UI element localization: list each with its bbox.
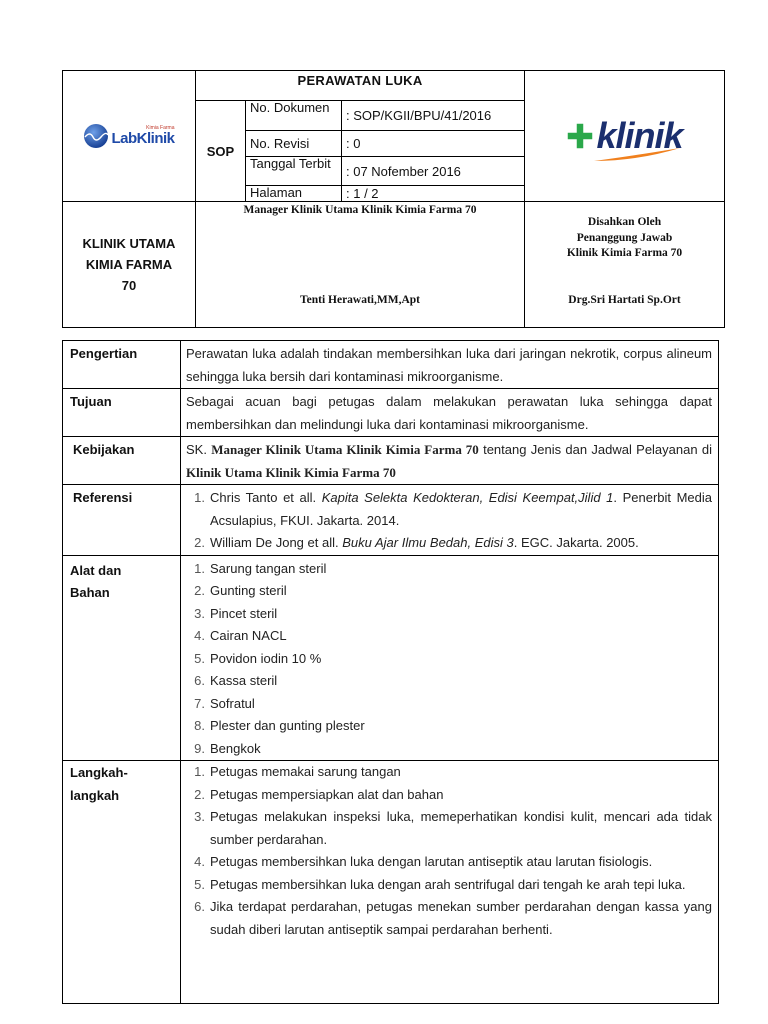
item-number: 2.	[194, 583, 205, 598]
langkah-label-line-2: langkah	[70, 787, 120, 803]
sop-label: SOP	[196, 101, 246, 202]
row-content-tujuan: Sebagai acuan bagi petugas dalam melakukan perawatan luka sehingga dapat membersihkan dan melindungi luka dari kontaminasi mikroorganisme.	[181, 389, 719, 437]
meta-label-no-revisi: No. Revisi	[246, 131, 342, 157]
approval-name: Drg.Sri Hartati Sp.Ort	[568, 294, 681, 307]
list-item	[181, 558, 712, 581]
labklinik-logo	[63, 123, 195, 149]
meta-value-no-revisi: : 0	[342, 131, 525, 157]
row-label-alat	[63, 555, 181, 761]
reference-title: Kapita Selekta Kedokteran, Edisi Keempat,Jilid 1	[321, 490, 614, 505]
reference-number: 2.	[194, 535, 205, 550]
item-text: Sofratul	[210, 695, 255, 711]
approval-title-line-2: Penanggung Jawab	[576, 231, 673, 244]
item-text: Gunting steril	[210, 583, 287, 598]
reference-author: Chris Tanto et all.	[210, 490, 317, 505]
item-text: Cairan NACL	[210, 628, 287, 643]
list-item	[181, 487, 712, 532]
row-label-tujuan: Tujuan	[63, 389, 181, 437]
row-content-pengertian: Perawatan luka adalah tindakan membersihkan luka dari jaringan nekrotik, corpus alineum sehingga luka bersih dari kontaminasi mikroorganisme.	[181, 341, 719, 389]
row-content-langkah	[181, 761, 719, 1004]
clinic-name-text: KLINIK UTAMA KIMIA FARMA 70	[82, 236, 176, 294]
step-text: Petugas mempersiapkan alat dan bahan	[210, 786, 444, 802]
reference-number: 1.	[194, 490, 205, 505]
step-text: Petugas memakai sarung tangan	[210, 764, 401, 779]
step-text: Jika terdapat perdarahan, petugas menekan sumber perdarahan dengan kassa yang sudah diberi larutan antiseptik sampai perdarahan berhenti.	[210, 899, 712, 937]
approval-title	[525, 215, 724, 262]
list-item	[181, 648, 712, 671]
step-text: Petugas membersihkan luka dengan arah sentrifugal dari tengah ke arah tepi luka.	[210, 876, 686, 892]
langkah-label-line-1: Langkah-	[70, 765, 128, 780]
row-content-referensi	[181, 485, 719, 556]
item-text: Sarung tangan steril	[210, 560, 327, 576]
list-item	[181, 738, 712, 761]
step-number: 6.	[194, 899, 205, 914]
list-item	[181, 532, 712, 555]
approval-title-line-1: Disahkan Oleh	[587, 216, 662, 229]
approval-cell	[525, 202, 725, 328]
row-content-kebijakan	[181, 437, 719, 485]
item-number: 7.	[194, 695, 205, 711]
reference-list	[181, 487, 712, 555]
klinik-logo-cell	[525, 71, 725, 202]
list-item	[181, 715, 712, 738]
list-item	[181, 806, 712, 851]
labklinik-logo-text: LabKlinik	[111, 130, 175, 148]
table-row	[63, 761, 719, 1004]
table-row	[63, 389, 719, 437]
item-number: 4.	[194, 628, 205, 643]
reference-text	[210, 532, 712, 555]
meta-value-no-dokumen: : SOP/KGII/BPU/41/2016	[342, 101, 525, 131]
step-number: 3.	[194, 809, 205, 824]
step-number: 5.	[194, 876, 205, 892]
list-item	[181, 625, 712, 648]
kebijakan-middle: tentang Jenis dan Jadwal Pelayanan di	[483, 442, 712, 457]
item-number: 6.	[194, 673, 205, 688]
reference-author: William De Jong et all.	[210, 535, 339, 550]
item-text: Povidon iodin 10 %	[210, 650, 322, 666]
steps-list	[181, 761, 712, 941]
meta-value-halaman: : 1 / 2	[342, 186, 525, 202]
kebijakan-bold-2: Klinik Utama Klinik Kimia Farma 70	[186, 464, 396, 480]
clinic-name	[63, 202, 196, 328]
procedure-table	[62, 340, 719, 1004]
meta-label-halaman: Halaman	[246, 186, 342, 202]
reference-title: Buku Ajar Ilmu Bedah, Edisi 3	[342, 535, 514, 550]
list-item	[181, 580, 712, 603]
step-number: 2.	[194, 786, 205, 802]
list-item	[181, 693, 712, 716]
item-number: 9.	[194, 740, 205, 756]
klinik-logo	[525, 115, 724, 157]
klinik-cross-icon	[566, 122, 594, 150]
list-item	[181, 670, 712, 693]
meta-label-tanggal-terbit: Tanggal Terbit	[246, 157, 342, 186]
item-text: Pincet steril	[210, 605, 278, 621]
alat-label-line-1: Alat dan	[70, 562, 122, 578]
alat-label-line-2: Bahan	[70, 585, 110, 600]
equipment-list	[181, 558, 712, 761]
item-text: Kassa steril	[210, 673, 278, 688]
list-item	[181, 761, 712, 784]
klinik-logo-text: klinik	[596, 115, 683, 157]
item-number: 5.	[194, 650, 205, 666]
table-row	[63, 437, 719, 485]
table-row	[63, 555, 719, 761]
reference-rest: . EGC. Jakarta. 2005.	[513, 535, 639, 550]
manager-cell	[196, 202, 525, 328]
list-item	[181, 874, 712, 897]
approval-title-line-3: Klinik Kimia Farma 70	[566, 247, 683, 260]
meta-value-tanggal-terbit: : 07 Nofember 2016	[342, 157, 525, 186]
table-row	[63, 341, 719, 389]
item-text: Plester dan gunting plester	[210, 718, 365, 733]
document-title: PERAWATAN LUKA	[196, 71, 525, 101]
reference-text	[210, 487, 712, 532]
labklinik-logo-cell	[63, 71, 196, 202]
labklinik-sub-text: Kimia Farma	[146, 125, 175, 132]
row-label-referensi: Referensi	[63, 485, 181, 556]
reference-rest: . Penerbit Media Acsulapius, FKUI. Jakarta. 2014.	[210, 490, 712, 528]
row-label-pengertian: Pengertian	[63, 341, 181, 389]
row-content-alat	[181, 555, 719, 761]
row-label-langkah	[63, 761, 181, 1004]
item-text: Bengkok	[210, 740, 261, 756]
manager-name: Tenti Herawati,MM,Apt	[300, 294, 420, 307]
kebijakan-prefix: SK.	[186, 442, 207, 457]
step-number: 4.	[194, 854, 205, 869]
item-number: 8.	[194, 718, 205, 733]
header-table	[62, 70, 725, 328]
item-number: 3.	[194, 605, 205, 621]
kebijakan-bold-1: Manager Klinik Utama Klinik Kimia Farma 70	[211, 442, 479, 457]
row-label-kebijakan: Kebijakan	[63, 437, 181, 485]
list-item	[181, 603, 712, 626]
list-item	[181, 896, 712, 941]
item-number: 1.	[194, 560, 205, 576]
labklinik-globe-icon	[83, 123, 109, 149]
manager-title: Manager Klinik Utama Klinik Kimia Farma 70	[243, 204, 477, 217]
list-item	[181, 784, 712, 807]
list-item	[181, 851, 712, 874]
step-text: Petugas membersihkan luka dengan larutan antiseptik atau larutan fisiologis.	[210, 854, 653, 869]
step-number: 1.	[194, 764, 205, 779]
meta-label-no-dokumen: No. Dokumen	[246, 101, 342, 131]
step-text: Petugas melakukan inspeksi luka, memeperhatikan kondisi kulit, mencari ada tidak sumber perdarahan.	[210, 809, 712, 847]
table-row	[63, 485, 719, 556]
klinik-swoosh-icon	[592, 148, 682, 162]
